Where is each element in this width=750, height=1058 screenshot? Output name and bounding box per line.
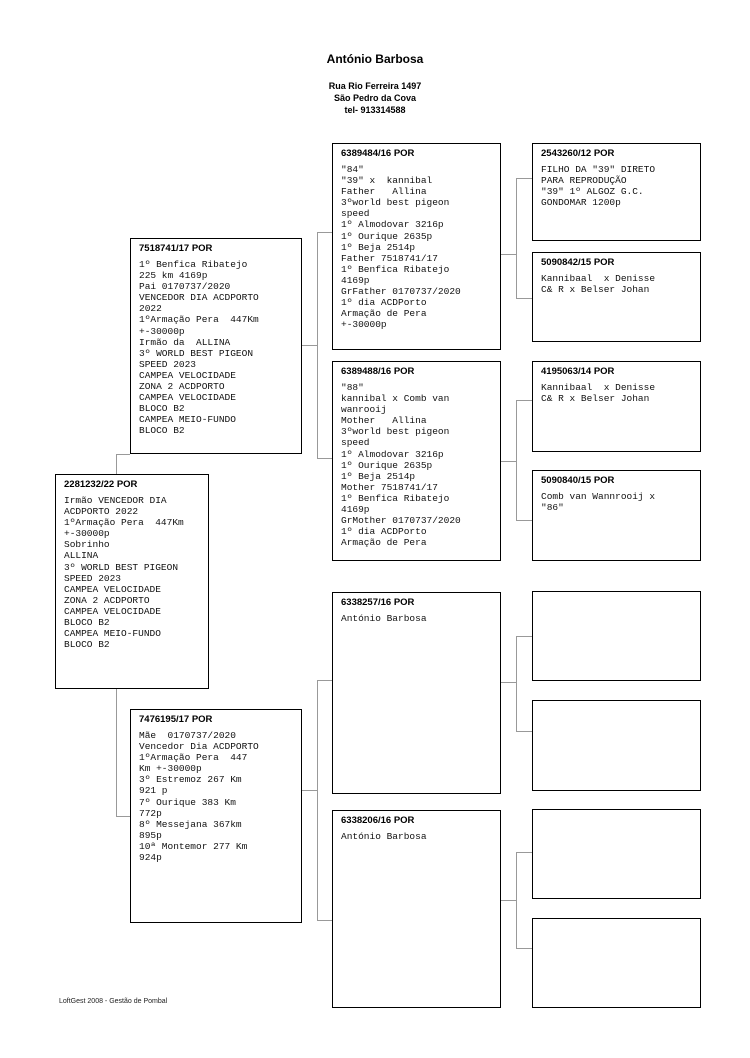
- connector-line: [516, 520, 532, 521]
- ring-number: 7476195/17 POR: [139, 714, 213, 725]
- pigeon-notes: "88" kannibal x Comb van wanrooij Mother Allina 3ºworld best pigeon speed 1º Almodovar 3216p 1º Ourique 2635p 1º Beja 2514p Mother 7518741/17 1º Benfica Ribatejo 4169p GrMother 0170737/2020 1º dia ACDPorto Armação de Pera: [341, 382, 461, 549]
- connector-line: [501, 254, 516, 255]
- connector-line: [501, 461, 516, 462]
- connector-line: [317, 680, 332, 681]
- connector-line: [116, 689, 117, 816]
- ring-number: 6389484/16 POR: [341, 148, 415, 159]
- pigeon-notes: Kannibaal x Denisse C& R x Belser Johan: [541, 382, 656, 405]
- ring-number: 6338257/16 POR: [341, 597, 415, 608]
- pigeon-card-great-grandparent-3: [532, 361, 701, 452]
- ring-number: 6389488/16 POR: [341, 366, 415, 377]
- pigeon-card-great-grandparent-7: [532, 809, 701, 899]
- connector-line: [317, 232, 332, 233]
- connector-line: [302, 790, 317, 791]
- connector-line: [302, 345, 317, 346]
- pigeon-card-maternal-grandfather: [332, 592, 501, 794]
- address-street: Rua Rio Ferreira 1497: [328, 81, 422, 91]
- pigeon-notes: FILHO DA "39" DIRETO PARA REPRODUÇÃO "39" 1º ALGOZ G.C. GONDOMAR 1200p: [541, 164, 656, 209]
- connector-line: [516, 852, 532, 853]
- connector-line: [317, 458, 332, 459]
- connector-line: [516, 731, 532, 732]
- ring-number: 6338206/16 POR: [341, 815, 415, 826]
- connector-line: [516, 636, 517, 731]
- ring-number: 7518741/17 POR: [139, 243, 213, 254]
- ring-number: 5090842/15 POR: [541, 257, 615, 268]
- footer-credit: LoftGest 2008 - Gestão de Pombal: [59, 998, 168, 1005]
- connector-line: [501, 900, 516, 901]
- connector-line: [116, 454, 130, 455]
- pigeon-notes: Comb van Wannrooij x "86": [541, 491, 656, 514]
- pigeon-card-main: [55, 474, 209, 689]
- connector-line: [516, 948, 532, 949]
- pigeon-card-great-grandparent-5: [532, 591, 701, 681]
- pigeon-card-great-grandparent-8: [532, 918, 701, 1008]
- pigeon-notes: Mãe 0170737/2020 Vencedor Dia ACDPORTO 1ºArmação Pera 447 Km +-30000p 3º Estremoz 267 Km 921 p 7º Ourique 383 Km 772p 8º Messejana 367km 895p 10ª Montemor 277 Km 924p: [139, 730, 259, 864]
- ring-number: 4195063/14 POR: [541, 366, 615, 377]
- connector-line: [516, 852, 517, 948]
- pigeon-notes: "84" "39" x kannibal Father Allina 3ºworld best pigeon speed 1º Almodovar 3216p 1º Ourique 2635p 1º Beja 2514p Father 7518741/17 1º Benfica Ribatejo 4169p GrFather 0170737/2020 1º dia ACDPorto Armação de Pera +-30000p: [341, 164, 461, 331]
- pigeon-notes: António Barbosa: [341, 613, 427, 624]
- pigeon-notes: 1º Benfica Ribatejo 225 km 4169p Pai 0170737/2020 VENCEDOR DIA ACDPORTO 2022 1ºArmação Pera 447Km +-30000p Irmão da ALLINA 3º WORLD BEST PIGEON SPEED 2023 CAMPEA VELOCIDADE ZONA 2 ACDPORTO CAMPEA VELOCIDADE BLOCO B2 CAMPEA MEIO-FUNDO BLOCO B2: [139, 259, 259, 437]
- ring-number: 5090840/15 POR: [541, 475, 615, 486]
- pigeon-card-mother: [130, 709, 302, 923]
- pigeon-card-great-grandparent-6: [532, 700, 701, 791]
- connector-line: [516, 636, 532, 637]
- connector-line: [516, 178, 532, 179]
- connector-line: [317, 680, 318, 920]
- connector-line: [501, 682, 516, 683]
- connector-line: [516, 178, 517, 298]
- connector-line: [317, 232, 318, 458]
- pigeon-card-paternal-grandfather: [332, 143, 501, 350]
- pigeon-notes: Kannibaal x Denisse C& R x Belser Johan: [541, 273, 656, 296]
- pigeon-notes: António Barbosa: [341, 831, 427, 842]
- connector-line: [516, 298, 532, 299]
- pigeon-card-paternal-grandmother: [332, 361, 501, 561]
- breeder-name: António Barbosa: [326, 52, 424, 66]
- connector-line: [317, 920, 332, 921]
- pigeon-card-great-grandparent-1: [532, 143, 701, 241]
- pigeon-card-father: [130, 238, 302, 454]
- ring-number: 2543260/12 POR: [541, 148, 615, 159]
- ring-number: 2281232/22 POR: [64, 479, 138, 490]
- connector-line: [116, 816, 130, 817]
- connector-line: [516, 400, 532, 401]
- phone-number: tel- 913314588: [344, 105, 406, 115]
- connector-line: [516, 400, 517, 520]
- pigeon-card-maternal-grandmother: [332, 810, 501, 1008]
- pigeon-card-great-grandparent-2: [532, 252, 701, 342]
- address-city: São Pedro da Cova: [333, 93, 417, 103]
- pigeon-notes: Irmão VENCEDOR DIA ACDPORTO 2022 1ºArmação Pera 447Km +-30000p Sobrinho ALLINA 3º WORLD BEST PIGEON SPEED 2023 CAMPEA VELOCIDADE ZONA 2 ACDPORTO CAMPEA VELOCIDADE BLOCO B2 CAMPEA MEIO-FUNDO BLOCO B2: [64, 495, 184, 651]
- pigeon-card-great-grandparent-4: [532, 470, 701, 561]
